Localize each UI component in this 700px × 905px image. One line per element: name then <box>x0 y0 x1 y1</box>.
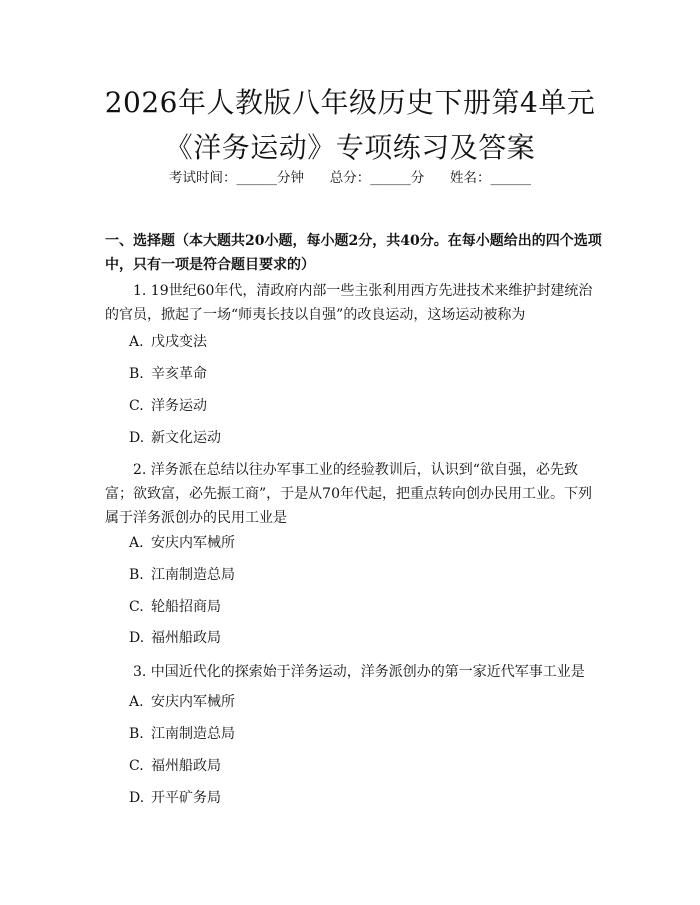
question-2-option-b <box>129 565 235 585</box>
exam-info-line: 考试时间：______分钟 总分：______分 姓名：______ <box>169 170 531 186</box>
option-text: 安庆内军械所 <box>151 694 235 710</box>
question-1-option-b <box>129 364 207 384</box>
option-letter: C. <box>129 599 144 615</box>
question-3-stem: 3. 中国近代化的探索始于洋务运动，洋务派创办的第一家近代军事工业是 <box>133 664 585 680</box>
question-2-option-d <box>129 628 221 648</box>
question-3-option-d <box>129 788 221 808</box>
question-3-option-c <box>129 756 221 776</box>
option-text: 辛亥革命 <box>151 366 207 382</box>
option-text: 江南制造总局 <box>151 726 235 742</box>
option-text: 江南制造总局 <box>151 567 235 583</box>
option-letter: A. <box>129 694 144 710</box>
question-1-option-a <box>129 332 207 352</box>
question-1-stem: 1. 19世纪60年代，清政府内部一些主张利用西方先进技术来维护封建统治的官员，掀起了一场“师夷长技以自强”的改良运动，这场运动被称为 <box>105 283 593 323</box>
option-letter: A. <box>129 535 144 551</box>
option-letter: D. <box>129 630 145 646</box>
option-text: 洋务运动 <box>151 398 207 414</box>
option-text: 戊戌变法 <box>151 334 207 350</box>
question-1-option-d <box>129 428 221 448</box>
option-letter: B. <box>129 726 144 742</box>
question-3-option-a <box>129 692 235 712</box>
option-letter: B. <box>129 567 144 583</box>
question-2-stem: 2. 洋务派在总结以往办军事工业的经验教训后，认识到“欲自强，必先致富；欲致富，必先振工商”，于是从70年代起，把重点转向创办民用工业。下列属于洋务派创办的民用工业是 <box>105 462 592 526</box>
option-text: 安庆内军械所 <box>151 535 235 551</box>
question-1-option-c <box>129 396 207 416</box>
option-letter: C. <box>129 398 144 414</box>
question-3-option-b <box>129 724 235 744</box>
option-text: 福州船政局 <box>151 630 221 646</box>
option-letter: B. <box>129 366 144 382</box>
option-letter: D. <box>129 790 145 806</box>
section-heading: 一、选择题（本大题共20小题，每小题2分，共40分。在每小题给出的四个选项中，只有一项是符合题目要求的） <box>105 233 602 273</box>
option-letter: D. <box>129 430 145 446</box>
option-text: 福州船政局 <box>151 758 221 774</box>
question-2-option-c <box>129 597 221 617</box>
option-text: 开平矿务局 <box>151 790 221 806</box>
option-letter: C. <box>129 758 144 774</box>
option-text: 新文化运动 <box>151 430 221 446</box>
option-text: 轮船招商局 <box>151 599 221 615</box>
option-letter: A. <box>129 334 144 350</box>
question-2-option-a <box>129 533 235 553</box>
document-title: 2026年人教版八年级历史下册第4单元《洋务运动》专项练习及答案 <box>104 86 596 164</box>
